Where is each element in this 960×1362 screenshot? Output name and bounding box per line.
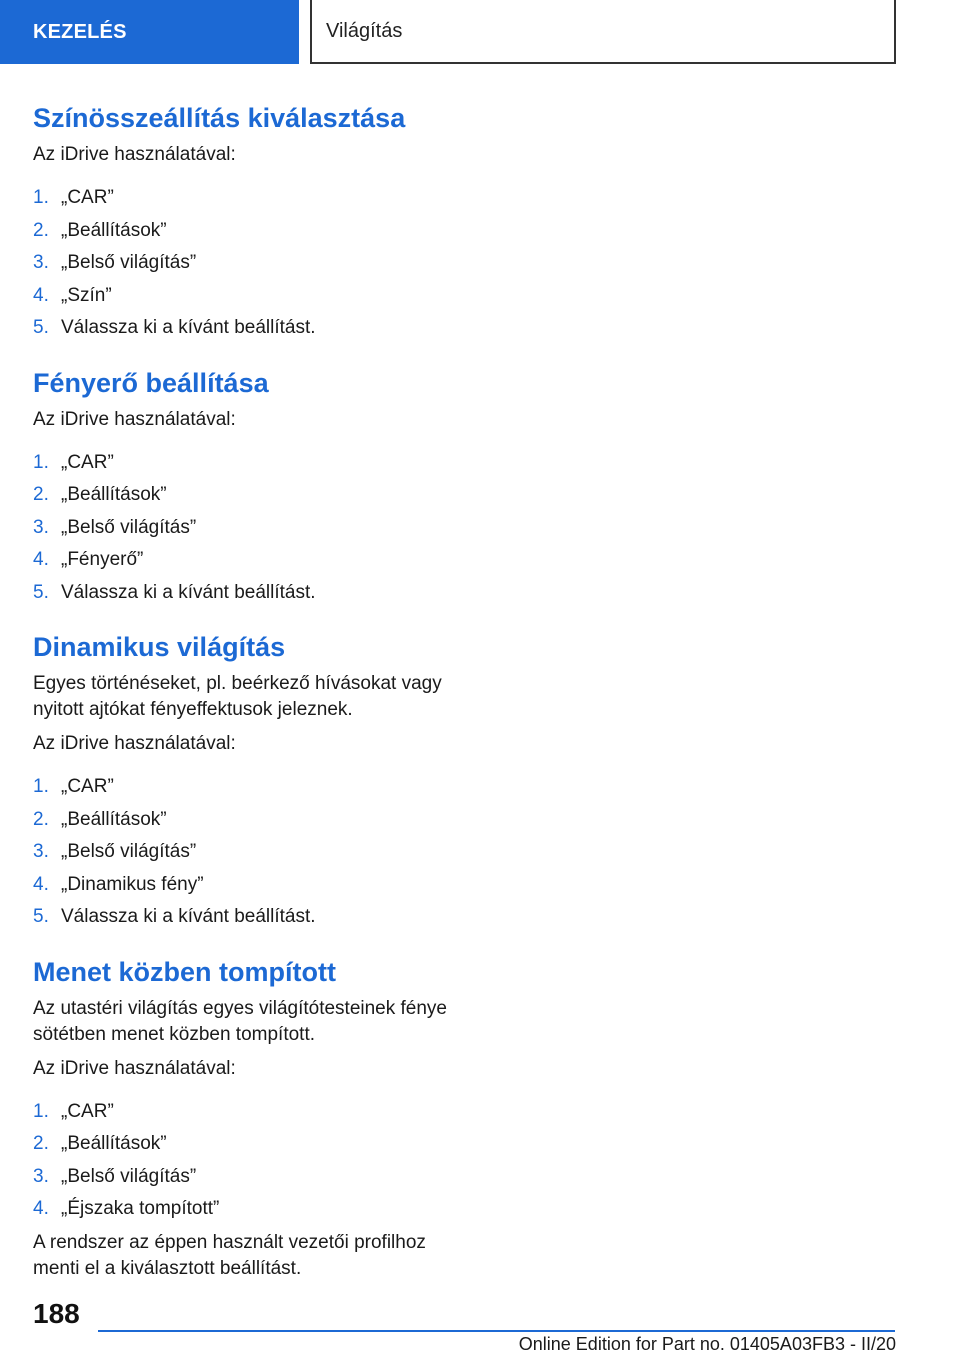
list-item: 1. „CAR” (33, 187, 114, 208)
note-paragraph: A rendszer az éppen használt vezetői profilhoz menti el a kiválasztott beállítást. (33, 1231, 426, 1279)
list-item: 4. „Éjszaka tompított” (33, 1198, 220, 1219)
intro-paragraph: Az iDrive használatával: (33, 144, 236, 165)
list-item: 5. Válassza ki a kívánt beállítást. (33, 317, 316, 338)
list-item: 2. „Beállítások” (33, 219, 167, 241)
chapter-tab (0, 0, 299, 64)
steps-list (33, 1096, 463, 1226)
section-title: Menet közben tompított (33, 956, 336, 987)
edition-note: Online Edition for Part no. 01405A03FB3 - II/20 (518, 1334, 896, 1354)
section-title: Színösszeállítás kiválasztása (33, 103, 406, 133)
steps-list (33, 771, 463, 934)
section-title: Dinamikus világítás (33, 632, 286, 662)
list-item: 1. „CAR” (33, 451, 114, 473)
section-dynamic-lighting (33, 629, 463, 934)
section-color-selection (33, 100, 463, 345)
list-item: 4. „Dinamikus fény” (33, 873, 204, 895)
description-paragraph: Egyes történéseket, pl. beérkező hívásokat vagy nyitott ajtókat fényeffektusok jeleznek. (33, 673, 442, 720)
main-content (33, 100, 463, 1302)
list-item: 3. „Belső világítás” (33, 1165, 197, 1187)
list-item: 2. „Beállítások” (33, 484, 167, 505)
intro-paragraph: Az iDrive használatával: (33, 1057, 236, 1079)
list-item: 2. „Beállítások” (33, 1133, 167, 1154)
intro-paragraph: Az iDrive használatával: (33, 408, 236, 430)
list-item: 2. „Beállítások” (33, 808, 167, 830)
list-item: 3. „Belső világítás” (33, 516, 197, 538)
list-item: 3. „Belső világítás” (33, 252, 197, 273)
page-number: 188 (33, 1298, 80, 1329)
topic-tab (310, 0, 896, 64)
list-item: 1. „CAR” (33, 1100, 114, 1122)
intro-paragraph: Az iDrive használatával: (33, 733, 236, 754)
steps-list (33, 182, 463, 345)
list-item: 1. „CAR” (33, 776, 114, 797)
chapter-label: KEZELÉS (33, 20, 127, 43)
list-item: 5. Válassza ki a kívánt beállítást. (33, 906, 316, 927)
section-dimmed-while-driving (33, 954, 463, 1282)
list-item: 5. Válassza ki a kívánt beállítást. (33, 581, 316, 603)
topic-label: Világítás (326, 19, 403, 42)
footer-divider (98, 1330, 895, 1332)
section-title: Fényerő beállítása (33, 367, 269, 398)
steps-list (33, 447, 463, 610)
section-brightness (33, 365, 463, 610)
list-item: 4. „Fényerő” (33, 549, 144, 570)
description-paragraph: Az utastéri világítás egyes világítótesteinek fénye sötétben menet közben tompított. (33, 997, 448, 1045)
list-item: 3. „Belső világítás” (33, 841, 197, 862)
list-item: 4. „Szín” (33, 284, 112, 306)
